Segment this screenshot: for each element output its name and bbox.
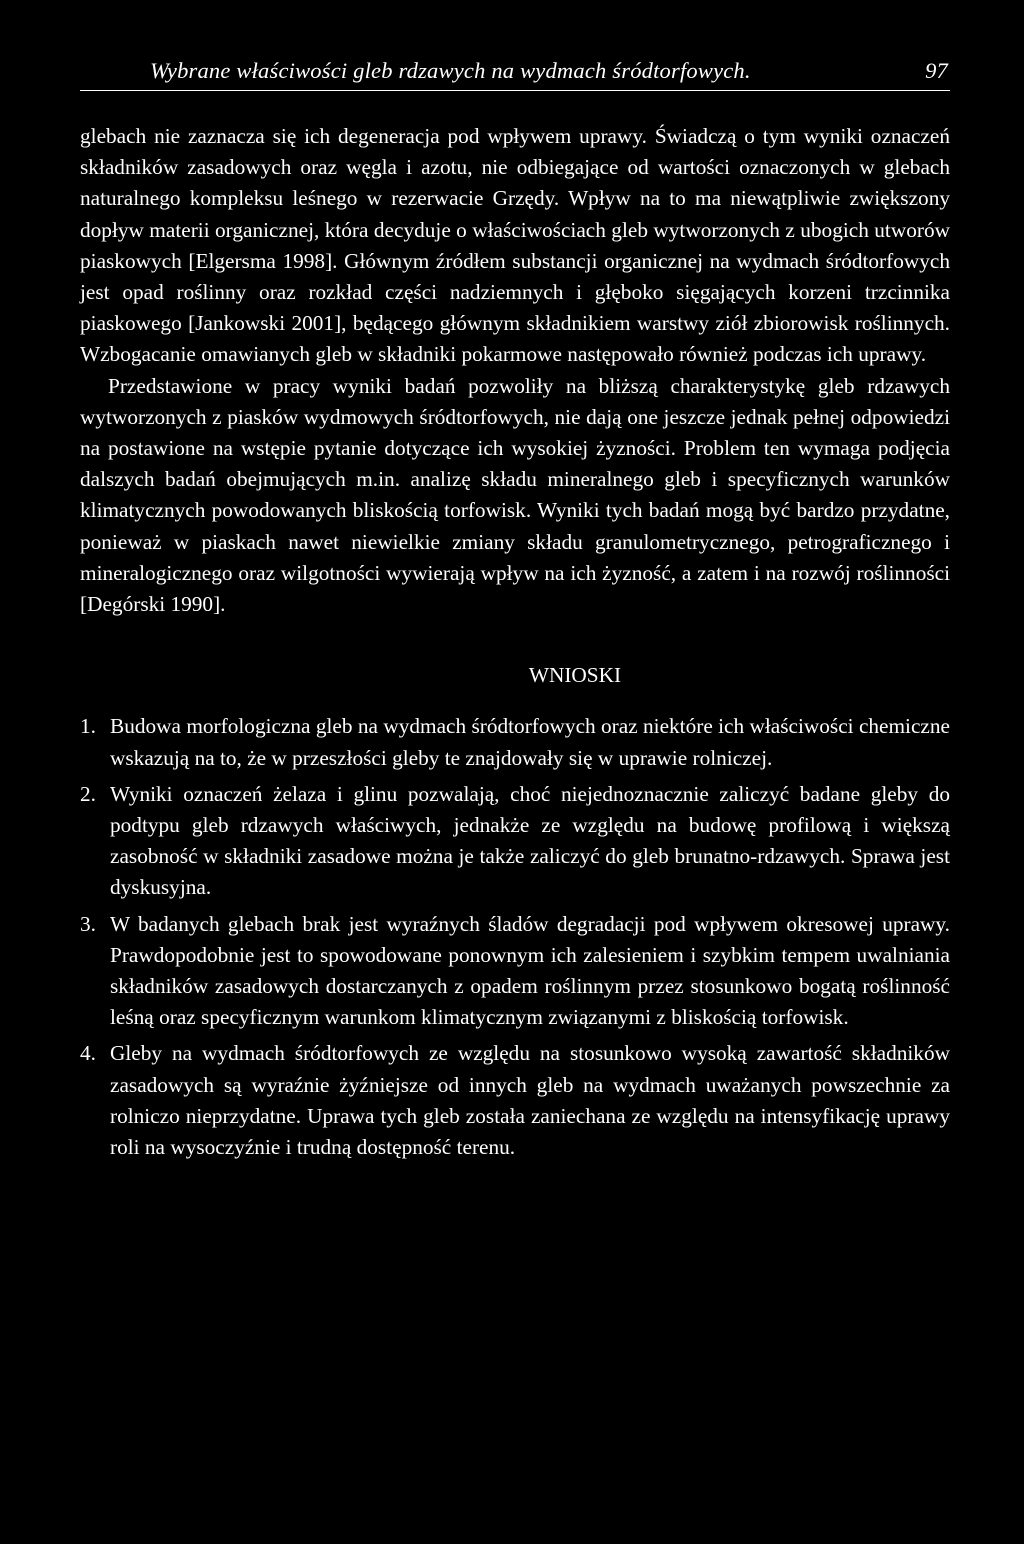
- section-title: WNIOSKI: [528, 663, 622, 688]
- conclusion-number: 4.: [80, 1041, 96, 1066]
- page: [80, 58, 950, 1168]
- running-title: Wybrane właściwości gleb rdzawych na wydmach śródtorfowych.: [150, 58, 751, 83]
- conclusion-number: 1.: [80, 714, 96, 739]
- body-text: [80, 121, 950, 1163]
- paragraph-1: glebach nie zaznacza się ich degeneracja pod wpływem uprawy. Świadczą o tym wyniki oznaczeń składników zasadowych oraz węgla i azotu, nie odbiegające od wartości oznaczonych w glebach naturalnego kompleksu leśnego w rezerwacie Grzędy. Wpływ na to ma niewątpliwie zwiększony dopływ materii organicznej, która decyduje o właściwościach gleb wytworzonych z ubogich utworów piaskowych [Elgersma 1998]. Głównym źródłem substancji organicznej na wydmach śródtorfowych jest opad roślinny oraz rozkład części nadziemnych i głęboko sięgających korzeni trzcinnika piaskowego [Jankowski 2001], będącego głównym składnikiem warstwy ziół zbiorowisk roślinnych. Wzbogacanie omawianych gleb w składniki pokarmowe następowało również podczas ich uprawy.: [80, 124, 950, 367]
- conclusion-item: [80, 909, 950, 1034]
- conclusions-list: [80, 711, 950, 1163]
- conclusion-text: W badanych glebach brak jest wyraźnych śladów degradacji pod wpływem okresowej uprawy. Prawdopodobnie jest to spowodowane ponownym ich zalesieniem i szybkim tempem uwalniania składników zasadowych dostarczanych z opadem roślinnym przez stosunkowo bogatą roślinność leśną oraz specyficznym warunkom klimatycznym związanymi z bliskością torfowisk.: [110, 911, 950, 1030]
- conclusion-item: [80, 1038, 950, 1163]
- running-header: [80, 58, 950, 91]
- conclusion-text: Gleby na wydmach śródtorfowych ze względu na stosunkowo wysoką zawartość składników zasadowych są wyraźnie żyźniejsze od innych gleb na wydmach uważanych powszechnie za rolniczo nieprzydatne. Uprawa tych gleb została zaniechana ze względu na intensyfikację uprawy roli na wysoczyźnie i trudną dostępność terenu.: [110, 1041, 950, 1160]
- conclusion-item: [80, 711, 950, 773]
- conclusion-item: [80, 779, 950, 904]
- conclusion-text: Wyniki oznaczeń żelaza i glinu pozwalają, choć niejednoznacznie zaliczyć badane gleby do podtypu gleb rdzawych właściwych, jednakże ze względu na budowę profilową i większą zasobność w składniki zasadowe można je także zaliczyć do gleb brunatno-rdzawych. Sprawa jest dyskusyjna.: [110, 781, 950, 900]
- conclusion-number: 3.: [80, 911, 96, 936]
- conclusion-text: Budowa morfologiczna gleb na wydmach śródtorfowych oraz niektóre ich właściwości chemiczne wskazują na to, że w przeszłości gleby te znajdowały się w uprawie rolniczej.: [110, 714, 950, 770]
- conclusion-number: 2.: [80, 781, 96, 806]
- paragraph-2: Przedstawione w pracy wyniki badań pozwoliły na bliższą charakterystykę gleb rdzawych wytworzonych z piasków wydmowych śródtorfowych, nie dają one jeszcze jednak pełnej odpowiedzi na postawione na wstępie pytanie dotyczące ich wysokiej żyzności. Problem ten wymaga podjęcia dalszych badań obejmujących m.in. analizę składu mineralnego gleb i specyficznych warunków klimatycznych powodowanych bliskością torfowisk. Wyniki tych badań mogą być bardzo przydatne, ponieważ w piaskach nawet niewielkie zmiany składu granulometrycznego, petrograficznego i mineralogicznego oraz wilgotności wywierają wpływ na ich żyzność, a zatem i na rozwój roślinności [Degórski 1990].: [80, 373, 950, 617]
- page-number: 97: [925, 58, 948, 83]
